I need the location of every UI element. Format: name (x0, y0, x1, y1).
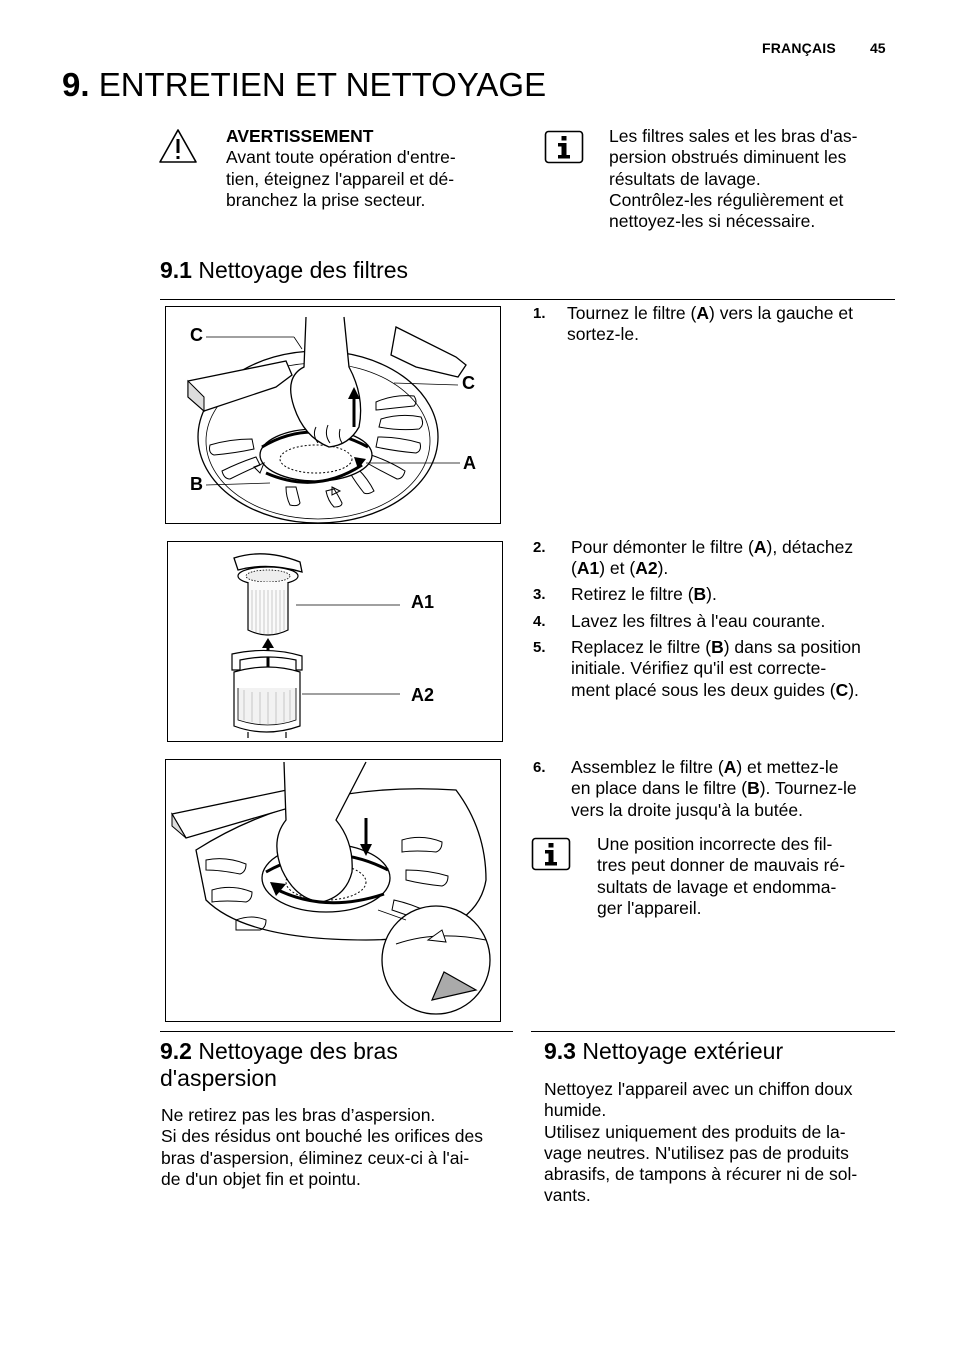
info-icon (544, 130, 584, 164)
step-number: 3. (533, 586, 546, 603)
step-text (571, 757, 857, 821)
section-number: 9.2 (160, 1038, 192, 1064)
section-body-9-2 (161, 1105, 521, 1190)
warning-block (226, 126, 526, 211)
step-line: Pour démonter le filtre (A), détachez (571, 537, 854, 557)
step-line: en place dans le filtre (B). Tournez-le (571, 778, 857, 799)
info-line: tres peut donner de mauvais ré- (597, 855, 846, 876)
figure-label-b: B (190, 474, 203, 494)
figure-filter-disassembly (167, 541, 503, 742)
section-title: Nettoyage des filtres (198, 257, 409, 283)
figure-label-c: C (190, 325, 203, 345)
step-number: 6. (533, 759, 546, 776)
figure-label-a2: A2 (411, 685, 435, 705)
step-text (571, 611, 825, 632)
info-line: ger l'appareil. (597, 897, 702, 918)
step-number: 2. (533, 539, 546, 556)
chapter-title (62, 66, 546, 104)
step-number: 5. (533, 639, 546, 656)
body-line: Si des résidus ont bouché les orifices des (161, 1126, 483, 1147)
section-title: d'aspersion (160, 1065, 277, 1091)
warning-icon (158, 128, 198, 164)
info-line: Contrôlez-les régulièrement et (609, 189, 844, 210)
info-line: sultats de lavage et endomma- (597, 876, 837, 897)
step-line: (A1) et (A2). (571, 558, 669, 579)
body-line: vage neutres. N'utilisez pas de produits (544, 1142, 849, 1163)
info-line: persion obstrués diminuent les (609, 147, 847, 168)
figure-label-c: C (462, 373, 475, 393)
info-line: Une position incorrecte des fil- (597, 834, 833, 854)
section-rule (160, 299, 895, 300)
section-heading-9-2 (160, 1038, 510, 1092)
body-line: abrasifs, de tampons à récurer ni de sol- (544, 1164, 858, 1185)
step-line: vers la droite jusqu'à la butée. (571, 799, 803, 820)
body-line: Ne retirez pas les bras d’aspersion. (161, 1105, 436, 1125)
info-line: résultats de lavage. (609, 168, 761, 189)
body-line: de d'un objet fin et pointu. (161, 1168, 361, 1189)
warning-line: tien, éteignez l'appareil et dé- (226, 168, 455, 189)
step-line: initiale. Vérifiez qu'il est correcte- (571, 658, 827, 679)
body-line: humide. (544, 1100, 607, 1121)
info-icon (531, 837, 571, 871)
step-text (571, 584, 717, 605)
body-line: bras d'aspersion, éliminez ceux-ci à l'ai- (161, 1147, 470, 1168)
figure-label-a: A (463, 453, 476, 473)
step-line: ment placé sous les deux guides (C). (571, 679, 859, 700)
section-heading-9-1 (160, 257, 408, 284)
section-number: 9.1 (160, 257, 192, 283)
section-title: Nettoyage des bras (198, 1038, 398, 1064)
warning-line: Avant toute opération d'entre- (226, 147, 456, 168)
info-block-filters (609, 126, 909, 232)
chapter-title-text: ENTRETIEN ET NETTOYAGE (98, 66, 547, 103)
figure-filter-assembly (165, 759, 501, 1022)
section-rule (531, 1031, 895, 1032)
warning-title: AVERTISSEMENT (226, 126, 374, 146)
header-language: FRANÇAIS (762, 40, 836, 56)
section-body-9-3 (544, 1079, 904, 1207)
body-line: Utilisez uniquement des produits de la- (544, 1121, 846, 1142)
body-line: Nettoyez l'appareil avec un chiffon doux (544, 1079, 853, 1099)
page-number: 45 (870, 40, 886, 56)
section-rule (160, 1031, 513, 1032)
step-text (571, 637, 861, 701)
filter-disassembly-illustration (168, 542, 502, 741)
step-number: 4. (533, 613, 546, 630)
step-line: sortez-le. (567, 324, 639, 345)
filter-assembly-illustration (166, 760, 500, 1021)
info-block-position (597, 834, 897, 919)
info-line: Les filtres sales et les bras d'as- (609, 126, 858, 146)
step-line: Assemblez le filtre (A) et mettez-le (571, 757, 839, 777)
body-line: vants. (544, 1185, 591, 1206)
chapter-number: 9. (62, 66, 90, 103)
step-line: Tournez le filtre (A) vers la gauche et (567, 303, 853, 323)
section-title: Nettoyage extérieur (582, 1038, 784, 1064)
figure-filter-removal (165, 306, 501, 524)
warning-line: branchez la prise secteur. (226, 189, 426, 210)
step-number: 1. (533, 305, 546, 322)
step-text (571, 537, 853, 580)
step-line: Replacez le filtre (B) dans sa position (571, 637, 861, 657)
figure-label-a1: A1 (411, 592, 435, 612)
step-line: Retirez le filtre (B). (571, 584, 717, 604)
step-line: Lavez les filtres à l'eau courante. (571, 611, 826, 631)
filter-removal-illustration (166, 307, 500, 523)
info-line: nettoyez-les si nécessaire. (609, 211, 816, 232)
step-text (567, 303, 853, 346)
section-number: 9.3 (544, 1038, 576, 1064)
section-heading-9-3 (544, 1038, 783, 1065)
